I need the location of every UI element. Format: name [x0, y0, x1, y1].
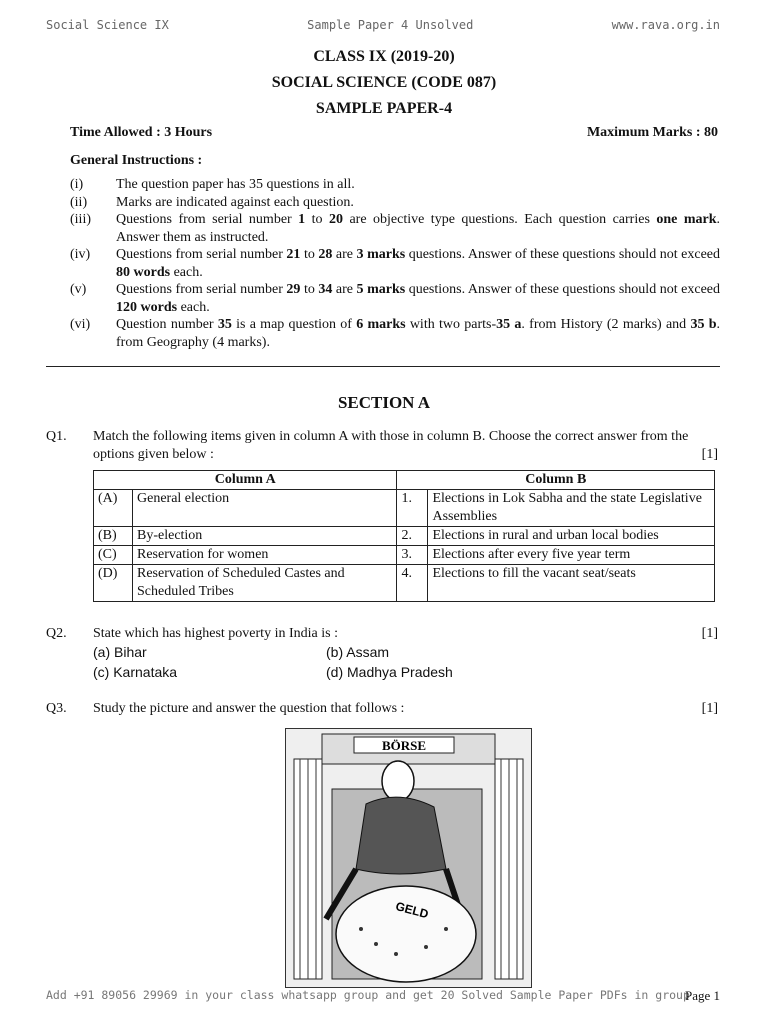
exam-meta — [70, 125, 718, 141]
question-text: Study the picture and answer the question that follows : — [93, 701, 405, 716]
table-row — [94, 527, 715, 546]
instruction-item — [70, 281, 720, 316]
header-left: Social Science IX — [46, 18, 169, 32]
cartoon-image — [285, 728, 532, 988]
running-header — [46, 18, 720, 32]
option-a: (a) Bihar — [93, 644, 147, 660]
option-b: (b) Assam — [326, 644, 390, 660]
instruction-item — [70, 211, 720, 246]
option-d: (d) Madhya Pradesh — [326, 664, 453, 680]
column-a-text: General election — [133, 490, 397, 527]
sign-text: BÖRSE — [381, 738, 427, 753]
instruction-item — [70, 194, 720, 212]
column-b-text: Elections after every five year term — [428, 546, 715, 565]
question-3 — [46, 700, 718, 718]
header-right: www.rava.org.in — [611, 18, 720, 32]
column-b-label: 3. — [397, 546, 428, 565]
instruction-number: (ii) — [70, 194, 88, 210]
footer-promo: Add +91 89056 29969 in your class whatsapp group and get 20 Solved Sample Paper PDFs in group — [46, 988, 690, 1002]
time-allowed: Time Allowed : 3 Hours — [70, 125, 213, 140]
column-b-text: Elections in rural and urban local bodies — [428, 527, 715, 546]
instruction-text: Questions from serial number 1 to 20 are objective type questions. Each question carries one mark. Answer them as instructed. — [116, 212, 721, 245]
column-a-label: (C) — [94, 546, 133, 565]
instruction-number: (vi) — [70, 317, 91, 332]
question-2 — [46, 625, 718, 643]
table-row — [94, 565, 715, 602]
instruction-item — [70, 246, 720, 281]
instruction-text: Question number 35 is a map question of 6 marks with two parts-35 a. from History (2 marks) and 35 b. from Geography (4 marks). — [116, 317, 720, 350]
column-a-label: (A) — [94, 490, 133, 527]
question-number: Q1. — [46, 429, 67, 444]
table-row — [94, 490, 715, 527]
question-text: State which has highest poverty in India is : — [93, 626, 338, 641]
column-b-header: Column B — [397, 471, 715, 490]
question-marks: [1] — [701, 447, 718, 462]
options-row-2 — [93, 664, 559, 680]
column-a-header: Column A — [94, 471, 397, 490]
instructions-list — [70, 176, 720, 351]
column-b-text: Elections in Lok Sabha and the state Legislative Assemblies — [428, 490, 715, 527]
column-b-label: 4. — [397, 565, 428, 602]
instruction-number: (iv) — [70, 247, 91, 262]
column-a-text: Reservation of Scheduled Castes and Scheduled Tribes — [133, 565, 397, 602]
instruction-text: Questions from serial number 29 to 34 are 5 marks questions. Answer of these questions should not exceed 120 words each. — [116, 282, 720, 315]
paper-title: SAMPLE PAPER-4 — [315, 100, 453, 117]
options-row-1 — [93, 644, 559, 660]
column-b-text: Elections to fill the vacant seat/seats — [428, 565, 715, 602]
subject-title: SOCIAL SCIENCE (CODE 087) — [271, 74, 497, 91]
bag-text: GELD — [394, 899, 430, 922]
column-b-label: 2. — [397, 527, 428, 546]
divider — [46, 366, 720, 367]
instruction-text: Marks are indicated against each question. — [116, 194, 354, 210]
table-row — [94, 546, 715, 565]
instruction-text: The question paper has 35 questions in all. — [116, 177, 355, 192]
column-a-label: (B) — [94, 527, 133, 546]
column-a-text: By-election — [133, 527, 397, 546]
instruction-number: (v) — [70, 282, 87, 297]
instruction-number: (iii) — [70, 212, 91, 227]
column-a-text: Reservation for women — [133, 546, 397, 565]
question-number: Q2. — [46, 626, 67, 641]
header-center: Sample Paper 4 Unsolved — [307, 18, 474, 32]
instruction-text: Questions from serial number 21 to 28 are 3 marks questions. Answer of these questions should not exceed 80 words each. — [116, 247, 720, 280]
maximum-marks: Maximum Marks : 80 — [586, 125, 718, 140]
section-heading: SECTION A — [337, 393, 431, 412]
option-c: (c) Karnataka — [93, 664, 178, 680]
question-marks: [1] — [701, 626, 718, 641]
page-number: Page 1 — [684, 988, 720, 1003]
question-number: Q3. — [46, 701, 67, 716]
instruction-item — [70, 316, 720, 351]
question-marks: [1] — [701, 701, 718, 716]
question-1 — [46, 428, 718, 464]
general-instructions-heading: General Instructions : — [70, 153, 203, 168]
class-title: CLASS IX (2019-20) — [313, 48, 455, 65]
instruction-item — [70, 176, 720, 194]
column-b-label: 1. — [397, 490, 428, 527]
instruction-number: (i) — [70, 177, 84, 192]
match-table — [93, 470, 715, 602]
cartoon-drawing — [286, 729, 531, 987]
column-a-label: (D) — [94, 565, 133, 602]
question-text: Match the following items given in column A with those in column B. Choose the correct answer from the options given below : — [93, 429, 689, 462]
